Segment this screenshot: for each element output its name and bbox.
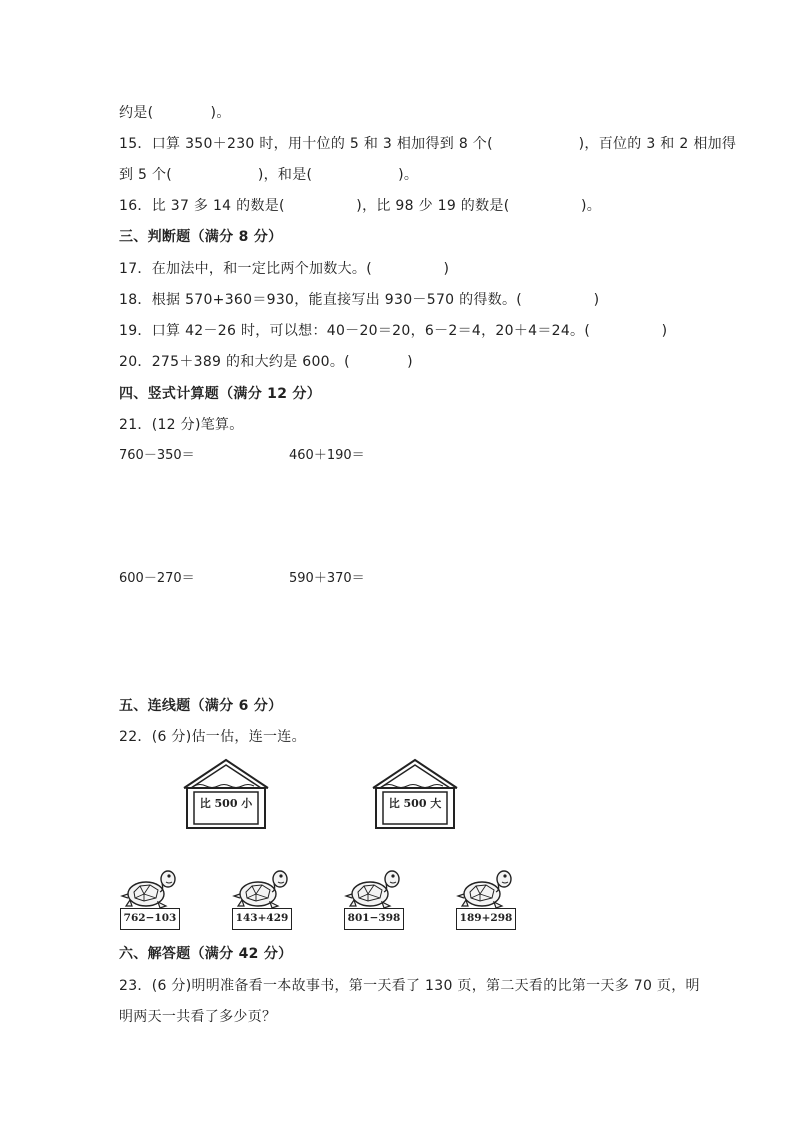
house-icon	[369, 756, 461, 830]
q14-continuation: 约是( )。	[119, 105, 231, 121]
section-5-heading: 五、连线题（满分 6 分）	[119, 698, 283, 714]
expression-box: 189+298	[456, 908, 516, 930]
question-23-line1: 23．(6 分)明明准备看一本故事书，第一天看了 130 页，第二天看的比第一天多 70 页，明	[119, 978, 700, 994]
house-icon	[180, 756, 272, 830]
question-23-line2: 明两天一共看了多少页？	[119, 1009, 277, 1025]
question-20: 20．275＋389 的和大约是 600。( )	[119, 354, 413, 370]
question-17: 17．在加法中，和一定比两个加数大。( )	[119, 261, 450, 277]
turtle-card-1	[120, 864, 182, 934]
question-15-line1: 15．口算 350＋230 时，用十位的 5 和 3 相加得到 8 个( )，百位的 3 和 2 相加得	[119, 136, 737, 152]
turtle-icon	[120, 864, 182, 910]
house-greater-than-500	[369, 756, 461, 830]
house-label: 比 500 小	[199, 797, 253, 810]
section-4-heading: 四、竖式计算题（满分 12 分）	[119, 386, 322, 402]
turtle-icon	[456, 864, 518, 910]
question-16: 16．比 37 多 14 的数是( )，比 98 少 19 的数是( )。	[119, 198, 602, 214]
question-18: 18．根据 570+360＝930，能直接写出 930－570 的得数。( )	[119, 292, 600, 308]
expression-box: 762−103	[120, 908, 180, 930]
expression-box: 801−398	[344, 908, 404, 930]
calc-problem-4: 590＋370＝	[289, 571, 365, 586]
turtle-icon	[232, 864, 294, 910]
question-15-line2: 到 5 个( )，和是( )。	[119, 167, 419, 183]
calc-problem-3: 600－270＝	[119, 571, 195, 586]
question-19: 19．口算 42－26 时，可以想：40－20＝20，6－2＝4，20＋4＝24。( )	[119, 323, 668, 339]
expression-box: 143+429	[232, 908, 292, 930]
turtle-card-2	[232, 864, 294, 934]
turtle-card-4	[456, 864, 518, 934]
question-22: 22．(6 分)估一估，连一连。	[119, 729, 306, 745]
turtle-card-3	[344, 864, 406, 934]
house-less-than-500	[180, 756, 272, 830]
calc-problem-1: 760－350＝	[119, 448, 195, 463]
house-label: 比 500 大	[388, 797, 442, 810]
section-6-heading: 六、解答题（满分 42 分）	[119, 946, 293, 962]
calc-problem-2: 460＋190＝	[289, 448, 365, 463]
question-21: 21．(12 分)笔算。	[119, 417, 244, 433]
section-3-heading: 三、判断题（满分 8 分）	[119, 229, 283, 245]
turtle-icon	[344, 864, 406, 910]
